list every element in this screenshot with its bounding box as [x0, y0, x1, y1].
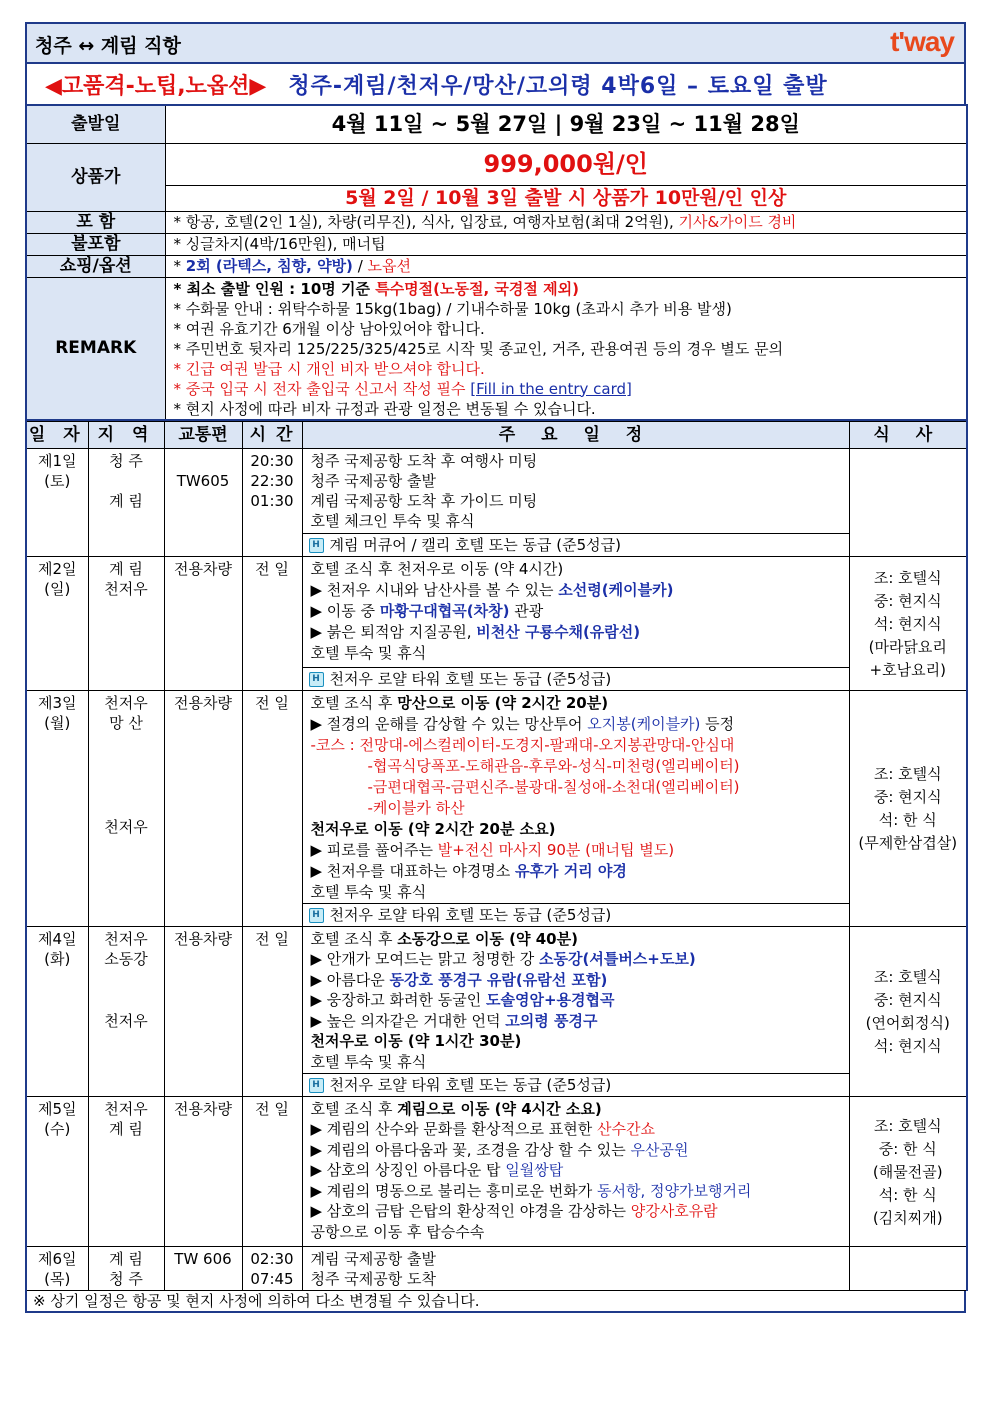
plan-line: [311, 949, 841, 970]
day-4-hotel-name: 천저우 로얄 타워 호텔 또는 동급 (준5성급): [329, 1075, 612, 1094]
plan-line: 호텔 투숙 및 휴식: [310, 1052, 427, 1071]
banner-product-title: 청주-계림/천저우/망산/고의령 4박6일 – 토요일 출발: [288, 73, 828, 99]
meal-line: 석: 현지식: [873, 1037, 942, 1055]
plan-text: ▶ 계림의 명동으로 불리는 흥미로운 번화가: [310, 1181, 597, 1200]
day-4-transport: 전용차량: [164, 926, 242, 1096]
meal-line: 중: 한 식: [878, 1139, 937, 1158]
day-3-meal: [849, 690, 967, 926]
day-5-cell: [26, 1096, 88, 1246]
plan-line: [311, 1119, 841, 1140]
plan-line: [311, 861, 841, 882]
day-2-hotel: [303, 667, 849, 690]
plan-highlight: 산수간쇼: [596, 1120, 655, 1138]
day-4-plan: [302, 926, 849, 1096]
course-line: -협곡식당폭포-도해관음-후루와-성식-미천령(엘리베이터): [367, 756, 740, 775]
include-label: 포 함: [26, 211, 165, 233]
day-1-hotel-name: 계림 머큐어 / 캘리 호텔 또는 동급 (준5성급): [329, 535, 622, 554]
meal-line: 조: 호텔식: [873, 1116, 942, 1135]
remark-6: [174, 379, 967, 399]
col-region: 지 역: [88, 421, 164, 448]
day-3-region: [88, 690, 164, 926]
day-1-region-1: 청 주: [109, 451, 143, 470]
day-6-label: 제6일: [37, 1249, 77, 1268]
plan-line: [311, 1011, 841, 1032]
include-value: * 항공, 호텔(2인 1실), 차량(리무진), 식사, 입장료, 여행자보험(최대 2억원),: [173, 212, 679, 231]
plan-text: ▶ 붉은 퇴적암 지질공원,: [310, 622, 477, 641]
plan-highlight: 소동강(셔틀버스+도보): [539, 950, 696, 968]
day-2-meal: [849, 556, 967, 690]
day-1-hotel: [303, 533, 849, 556]
plan-highlight: 양강사호유람: [630, 1202, 718, 1220]
day-5-dow: (수): [44, 1119, 71, 1138]
plan-text: 등정: [700, 714, 735, 733]
day-6-time-1: 02:30: [250, 1249, 294, 1268]
day-5-region: [88, 1096, 164, 1246]
remark-list: [165, 277, 967, 420]
itinerary-sheet: [25, 22, 966, 1313]
remark-2: * 수화물 안내 : 위탁수하물 15kg(1bag) / 기내수하물 10kg (초과시 추가 비용 발생): [173, 299, 732, 318]
include-row: [165, 211, 967, 233]
plan-line: 천저우로 이동 (약 2시간 20분 소요): [310, 819, 556, 838]
meal-line: (김치찌개): [872, 1208, 943, 1227]
day-1-region-2: 계 림: [109, 491, 143, 510]
plan-highlight: 우산공원: [630, 1140, 689, 1159]
footer-note: ※ 상기 일정은 항공 및 현지 사정에 의하여 다소 변경될 수 있습니다.: [25, 1291, 966, 1313]
remark-5: * 긴급 여권 발급 시 개인 비자 받으셔야 합니다.: [173, 359, 485, 378]
plan-bold: 계림으로 이동 (약 4시간 소요): [397, 1099, 602, 1118]
plan-text: 호텔 조식 후: [310, 929, 398, 948]
plan-line: 호텔 투숙 및 휴식: [310, 643, 427, 662]
info-table: [25, 104, 968, 421]
departure-dates: 4월 11일 ~ 5월 27일 | 9월 23일 ~ 11월 28일: [165, 105, 967, 143]
day-1-times: [242, 448, 302, 556]
day-row-4: [26, 926, 967, 1096]
plan-line: [311, 714, 841, 735]
day-1-dow: (토): [44, 471, 71, 490]
plan-text: 호텔 조식 후: [310, 693, 398, 712]
plan-line: [311, 1140, 841, 1161]
plan-text: ▶ 웅장하고 화려한 동굴인: [310, 991, 487, 1009]
col-time: 시 간: [242, 421, 302, 448]
day-2-time: 전 일: [242, 556, 302, 690]
plan-text: ▶ 이동 중: [310, 601, 380, 620]
shopping-label: 쇼핑/옵션: [26, 255, 165, 277]
exclude-label: 불포함: [26, 233, 165, 255]
day-6-meal: [849, 1246, 967, 1290]
meal-line: (마라닭요리: [868, 637, 947, 656]
tway-logo: t'way: [890, 26, 954, 57]
plan-line: [311, 929, 841, 950]
plan-text: ▶ 피로를 풀어주는: [310, 840, 438, 859]
course-line: -금편대협곡-금편신주-불광대-칠성애-소천대(엘리베이터): [367, 777, 740, 796]
plan-line: [311, 1099, 841, 1120]
product-banner: [25, 62, 966, 104]
day-3-time: 전 일: [242, 690, 302, 926]
day-5-transport: 전용차량: [164, 1096, 242, 1246]
day-4-time: 전 일: [242, 926, 302, 1096]
remark-1-red: 특수명절(노동절, 국경절 제외): [375, 279, 579, 298]
plan-line: [311, 1201, 841, 1222]
day-row-6: [26, 1246, 967, 1290]
remark-label: REMARK: [26, 277, 165, 420]
price-value: 999,000원/인: [165, 143, 967, 185]
col-meal: 식 사: [849, 421, 967, 448]
day-3-dow: (월): [44, 713, 71, 732]
day-1-plan: [302, 448, 849, 556]
day-4-hotel: [303, 1073, 849, 1096]
schedule-table: [25, 421, 968, 1291]
day-1-time-1: 20:30: [250, 451, 294, 470]
day-4-meal: [849, 926, 967, 1096]
hotel-icon: H: [309, 908, 324, 923]
price-note: 5월 2일 / 10월 3일 출발 시 상품가 10만원/인 인상: [165, 185, 967, 211]
meal-line: 조: 호텔식: [873, 968, 942, 986]
plan-bold: 소동강으로 이동 (약 40분): [397, 929, 578, 948]
day-5-region-1: 천저우: [104, 1099, 148, 1118]
day-3-hotel: [303, 903, 849, 926]
plan-text: ▶ 안개가 모여드는 맑고 청명한 강: [310, 950, 540, 968]
day-5-meal: [849, 1096, 967, 1246]
plan-text: ▶ 절경의 운해를 감상할 수 있는 망산투어: [310, 714, 588, 733]
hotel-icon: H: [309, 538, 324, 553]
day-6-time-2: 07:45: [250, 1269, 294, 1288]
day-1-label: 제1일: [37, 451, 77, 470]
day-6-times: [242, 1246, 302, 1290]
plan-line: [311, 693, 841, 714]
day-4-region-2: 소동강: [104, 949, 148, 968]
day-3-region-3: 천저우: [104, 817, 148, 836]
meal-line: 중: 현지식: [873, 591, 942, 610]
col-plan: 주 요 일 정: [302, 421, 849, 448]
departure-label: 출발일: [26, 105, 165, 143]
plan-line: 청주 국제공항 출발: [310, 471, 436, 490]
remark-3: * 여권 유효기간 6개월 이상 남아있어야 합니다.: [173, 319, 485, 338]
day-4-region-3: 천저우: [104, 1011, 148, 1030]
plan-line: 호텔 투숙 및 휴식: [310, 882, 427, 901]
day-1-time-2: 22:30: [250, 471, 294, 490]
shopping-count: 2회 (라텍스, 침향, 약방): [185, 256, 353, 275]
day-2-region: [88, 556, 164, 690]
day-2-region-2: 천저우: [104, 579, 148, 598]
plan-highlight: 고의령 풍경구: [505, 1011, 598, 1030]
day-row-3: [26, 690, 967, 926]
plan-line: [311, 580, 841, 601]
plan-line: [311, 990, 841, 1011]
day-1-time-3: 01:30: [250, 491, 294, 510]
plan-text: ▶ 삼호의 상징인 아름다운 탑: [310, 1161, 506, 1179]
plan-text: ▶ 계림의 아름다움과 꽃, 조경을 감상 할 수 있는: [310, 1140, 631, 1159]
day-3-region-2: 망 산: [109, 713, 143, 732]
day-2-cell: [26, 556, 88, 690]
plan-highlight: 일월쌍탑: [505, 1161, 564, 1179]
plan-highlight: 오지봉(케이블카): [587, 714, 701, 733]
meal-line: 석: 한 식: [878, 811, 937, 829]
include-red: 기사&가이드 경비: [678, 212, 797, 231]
plan-highlight: 유후가 거리 야경: [515, 861, 627, 880]
day-1-cell: [26, 448, 88, 556]
day-3-label: 제3일: [37, 693, 77, 712]
route-title: 청주 ↔ 계림 직항: [35, 35, 181, 57]
plan-text: ▶ 계림의 산수와 문화를 환상적으로 표현한: [310, 1120, 597, 1138]
plan-text: ▶ 아름다운: [310, 970, 390, 989]
plan-line: [311, 601, 841, 622]
day-4-region: [88, 926, 164, 1096]
day-4-label: 제4일: [37, 929, 77, 948]
plan-line: [311, 970, 841, 991]
day-2-transport: 전용차량: [164, 556, 242, 690]
meal-line: 조: 호텔식: [873, 568, 942, 587]
day-6-region: [88, 1246, 164, 1290]
plan-text: ▶ 높은 의자같은 거대한 언덕: [310, 1011, 506, 1030]
plan-bold: 망산으로 이동 (약 2시간 20분): [397, 693, 609, 712]
day-3-cell: [26, 690, 88, 926]
day-5-plan: [302, 1096, 849, 1246]
meal-line: 중: 현지식: [873, 991, 942, 1009]
plan-line: [311, 840, 841, 861]
banner-tagline: ◀고품격-노팁,노옵션▶: [45, 73, 267, 99]
shopping-row: [165, 255, 967, 277]
hotel-icon: H: [309, 1078, 324, 1093]
day-6-transport: TW 606: [164, 1246, 242, 1290]
meal-line: 중: 현지식: [873, 788, 942, 806]
day-5-time: 전 일: [242, 1096, 302, 1246]
header-bar: [25, 22, 966, 62]
plan-line: [311, 1181, 841, 1202]
meal-line: 석: 현지식: [873, 614, 942, 633]
plan-highlight: 발+전신 마사지 90분 (매너팁 별도): [437, 840, 675, 859]
col-transport: 교통편: [164, 421, 242, 448]
plan-highlight: 동서항, 정양가보행거리: [596, 1181, 752, 1200]
meal-line: (연어회정식): [865, 1014, 950, 1032]
plan-line: 호텔 조식 후 천저우로 이동 (약 4시간): [310, 559, 564, 578]
plan-text: 관광: [509, 601, 544, 620]
plan-line: [311, 1160, 841, 1181]
remark-7: * 현지 사정에 따라 비자 규정과 관광 일정은 변동될 수 있습니다.: [173, 399, 596, 418]
day-row-1: [26, 448, 967, 556]
plan-text: 호텔 조식 후: [310, 1099, 398, 1118]
exclude-value: * 싱글차지(4박/16만원), 매너팁: [165, 233, 967, 255]
day-2-label: 제2일: [37, 559, 77, 578]
meal-line: (해물전골): [872, 1162, 943, 1181]
plan-line: 계림 국제공항 도착 후 가이드 미팅: [310, 491, 538, 510]
day-2-hotel-name: 천저우 로얄 타워 호텔 또는 동급 (준5성급): [329, 669, 612, 688]
day-6-region-2: 청 주: [109, 1269, 143, 1288]
plan-text: ▶ 천저우를 대표하는 야경명소: [310, 861, 515, 880]
plan-text: ▶ 삼호의 금탑 은탑의 환상적인 야경을 감상하는: [310, 1202, 631, 1220]
price-label: 상품가: [26, 143, 165, 211]
day-3-transport: 전용차량: [164, 690, 242, 926]
plan-line: [311, 622, 841, 643]
day-6-cell: [26, 1246, 88, 1290]
day-5-label: 제5일: [37, 1099, 77, 1118]
meal-line: (무제한삼겹살): [858, 834, 958, 852]
meal-line: 석: 한 식: [878, 1185, 937, 1204]
col-day: 일 자: [26, 421, 88, 448]
day-3-plan: [302, 690, 849, 926]
meal-line: +호남요리): [869, 660, 946, 679]
plan-line: 청주 국제공항 도착: [310, 1269, 436, 1288]
course-line: -코스 : 전망대-에스컬레이터-도경지-팔괘대-오지봉관망대-안심대: [310, 735, 735, 754]
plan-highlight: 비천산 구룡수채(유람선): [476, 622, 641, 641]
plan-line: 공항으로 이동 후 탑승수속: [310, 1222, 485, 1241]
course-line: -케이블카 하산: [367, 798, 465, 817]
day-row-2: [26, 556, 967, 690]
remark-6-text: * 중국 입국 시 전자 출입국 신고서 작성 필수: [173, 379, 471, 398]
day-1-region: [88, 448, 164, 556]
shopping-sep: /: [352, 256, 368, 275]
day-5-region-2: 계 림: [109, 1119, 143, 1138]
day-4-cell: [26, 926, 88, 1096]
day-2-dow: (일): [44, 579, 71, 598]
plan-line: 호텔 체크인 투숙 및 휴식: [310, 511, 475, 530]
plan-highlight: 동강호 풍경구 유람(유람선 포함): [389, 970, 608, 989]
plan-highlight: 소선령(케이블카): [558, 580, 674, 599]
hotel-icon: H: [309, 672, 324, 687]
plan-line: 천저우로 이동 (약 1시간 30분): [310, 1032, 522, 1050]
day-3-hotel-name: 천저우 로얄 타워 호텔 또는 동급 (준5성급): [329, 905, 612, 924]
day-4-dow: (화): [44, 949, 71, 968]
remark-4: * 주민번호 뒷자리 125/225/325/425로 시작 및 종교인, 거주, 관용여권 등의 경우 별도 문의: [173, 339, 784, 358]
day-4-region-1: 천저우: [104, 929, 148, 948]
remark-1-text: * 최소 출발 인원 : 10명 기준: [173, 279, 376, 298]
day-2-plan: [302, 556, 849, 690]
meal-line: 조: 호텔식: [873, 765, 942, 783]
day-6-dow: (목): [44, 1269, 71, 1288]
plan-line: 청주 국제공항 도착 후 여행사 미팅: [310, 451, 538, 470]
day-row-5: [26, 1096, 967, 1246]
shopping-star: *: [173, 256, 186, 275]
plan-line: 계림 국제공항 출발: [310, 1249, 436, 1268]
day-3-region-1: 천저우: [104, 693, 148, 712]
day-6-region-1: 계 림: [109, 1249, 143, 1268]
plan-highlight: 마황구대협곡(차창): [379, 601, 510, 620]
plan-highlight: 도솔영암+용경협곡: [486, 991, 615, 1009]
no-option: 노옵션: [367, 256, 411, 275]
day-6-plan: [302, 1246, 849, 1290]
day-2-region-1: 계 림: [109, 559, 143, 578]
remark-1: [174, 279, 967, 299]
entry-card-link[interactable]: [Fill in the entry card]: [470, 379, 632, 398]
day-1-meal: [849, 448, 967, 556]
day-1-transport: TW605: [164, 448, 242, 556]
plan-text: ▶ 천저우 시내와 남산사를 볼 수 있는: [310, 580, 559, 599]
